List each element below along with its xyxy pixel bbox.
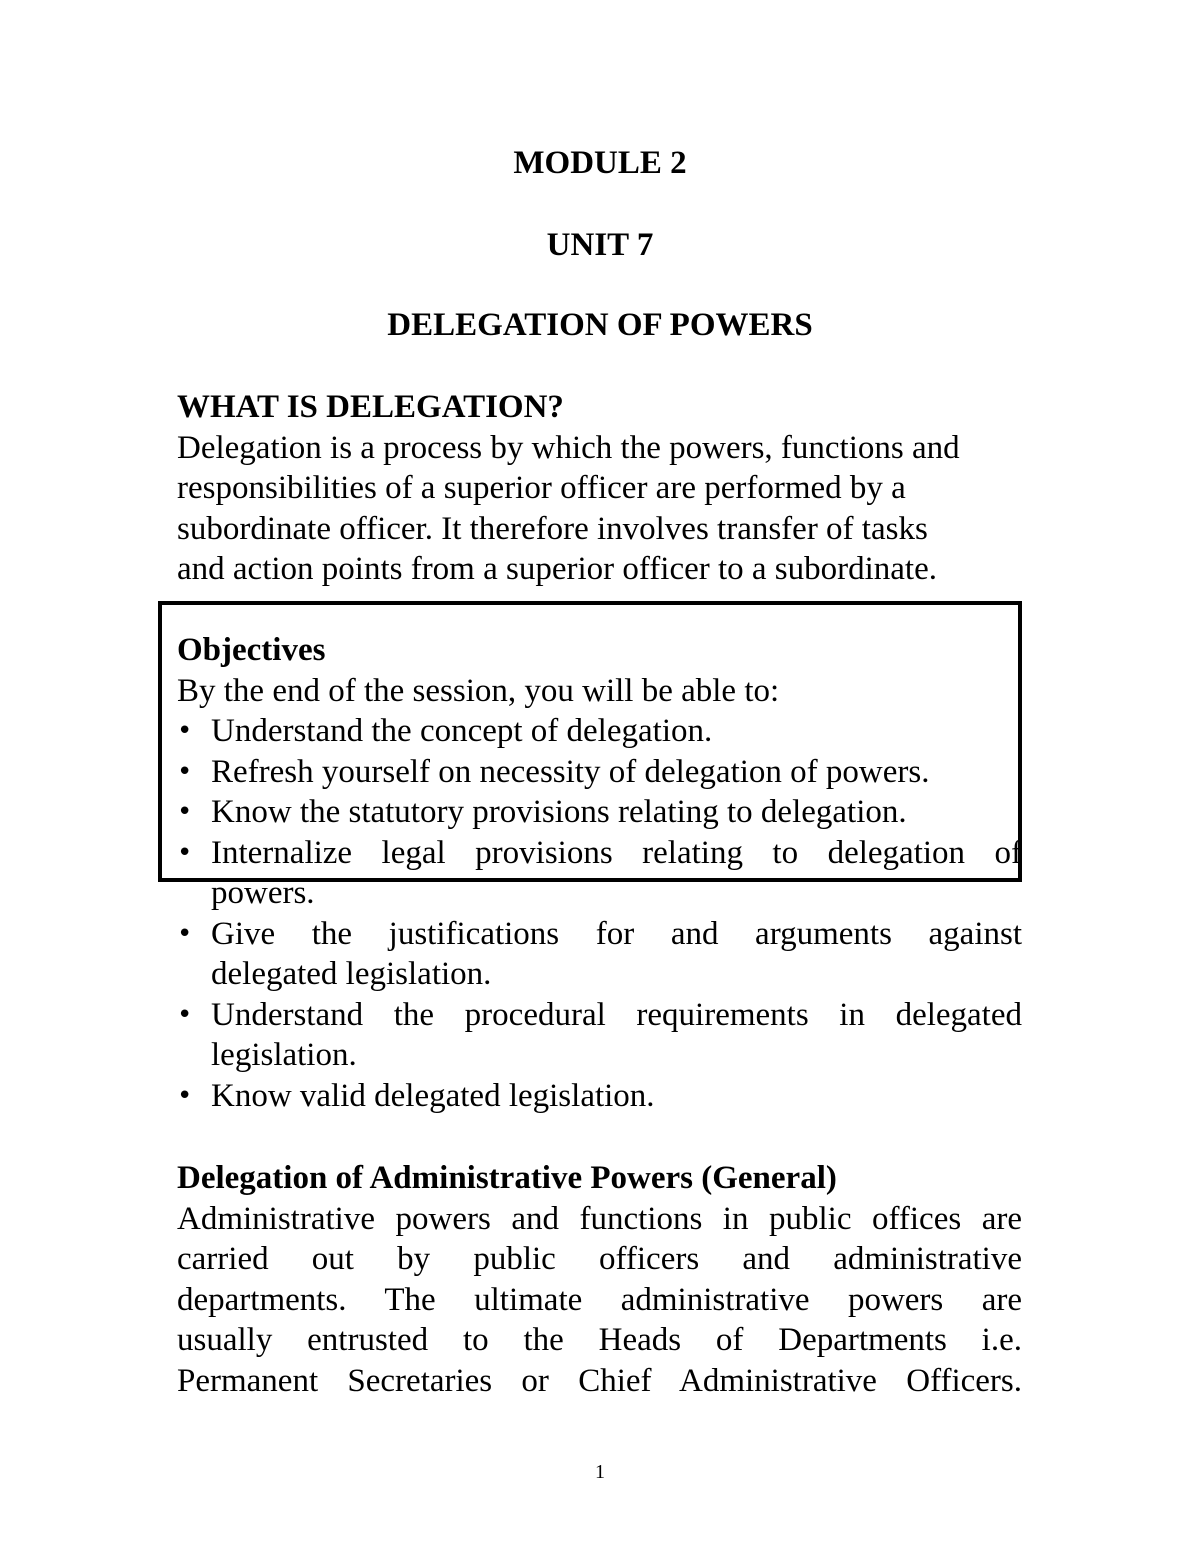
bullet-icon: • (177, 999, 193, 1030)
objective-item (177, 833, 1022, 914)
admin-heading: Delegation of Administrative Powers (General) (177, 1160, 837, 1196)
objective-line: Know the statutory provisions relating to delegation. (211, 794, 907, 830)
paragraph-line: Administrative powers and functions in public offices are (177, 1200, 1022, 1237)
objective-line: Refresh yourself on necessity of delegation of powers. (211, 753, 930, 790)
objective-line: Understand the concept of delegation. (211, 713, 713, 749)
objectives-intro: By the end of the session, you will be able to: (177, 672, 780, 709)
objectives-section (177, 630, 1022, 1116)
bullet-icon: • (177, 797, 193, 827)
objective-line: delegated legislation. (211, 956, 492, 992)
objective-item (177, 914, 1022, 995)
objectives-list (177, 711, 1022, 1116)
admin-section (177, 1158, 1022, 1401)
objective-line: Internalize legal provisions relating to delegation of (211, 834, 1022, 871)
paragraph-line: responsibilities of a superior officer are performed by a (177, 470, 906, 506)
page-number: 1 (595, 1461, 605, 1483)
objective-item (177, 1076, 1022, 1117)
objective-item (177, 752, 1022, 793)
paragraph-line: and action points from a superior officer to a subordinate. (177, 551, 937, 587)
objective-item (177, 792, 1022, 833)
paragraph-line: usually entrusted to the Heads of Departments i.e. (177, 1322, 1022, 1358)
paragraph-line: Permanent Secretaries or Chief Administrative Officers. (177, 1362, 1022, 1399)
objective-line: Know valid delegated legislation. (211, 1077, 655, 1114)
unit-heading: UNIT 7 (546, 227, 654, 263)
objective-line: powers. (211, 875, 315, 911)
bullet-icon: • (177, 837, 193, 868)
paragraph-line: departments. The ultimate administrative powers are (177, 1281, 1022, 1318)
objective-line: Give the justifications for and arguments against (211, 915, 1022, 952)
what-is-heading: WHAT IS DELEGATION? (177, 389, 564, 425)
paragraph-line: Delegation is a process by which the powers, functions and (177, 429, 960, 466)
paragraph-line: subordinate officer. It therefore involves transfer of tasks (177, 510, 928, 547)
title-heading: DELEGATION OF POWERS (387, 307, 813, 343)
paragraph-line: carried out by public officers and administrative (177, 1241, 1022, 1277)
what-is-paragraph (177, 428, 1022, 590)
objectives-heading: Objectives (177, 632, 326, 668)
objective-line: legislation. (211, 1037, 357, 1073)
admin-paragraph (177, 1199, 1022, 1402)
module-heading: MODULE 2 (513, 145, 687, 181)
bullet-icon: • (177, 716, 193, 746)
what-is-section (177, 387, 1022, 590)
objective-line: Understand the procedural requirements in delegated (211, 996, 1022, 1033)
objective-item (177, 711, 1022, 752)
objective-item (177, 995, 1022, 1076)
bullet-icon: • (177, 756, 193, 787)
bullet-icon: • (177, 1080, 193, 1111)
bullet-icon: • (177, 918, 193, 949)
